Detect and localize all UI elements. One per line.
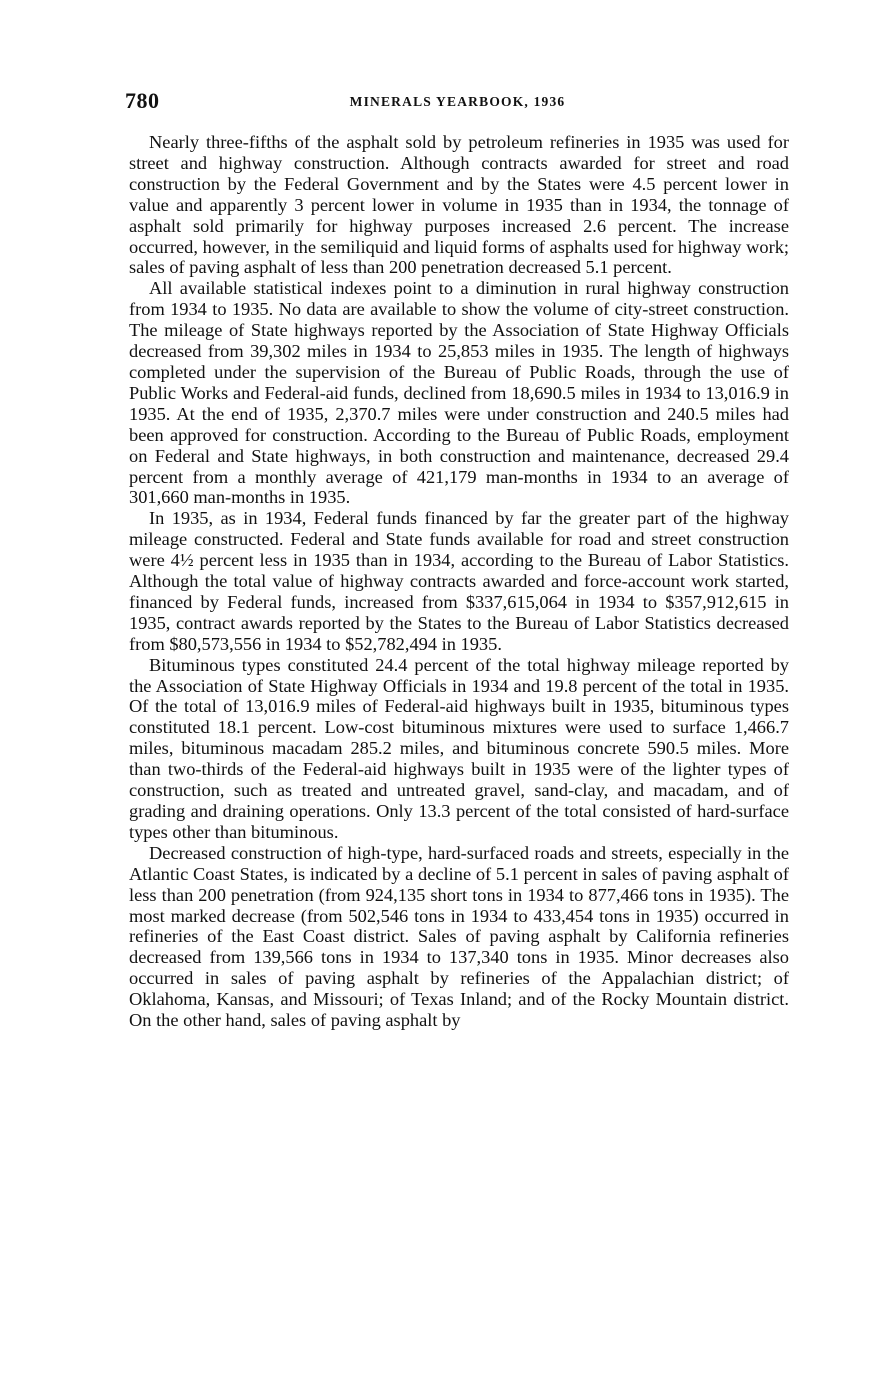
paragraph-asphalt-highway-use: Nearly three-fifths of the asphalt sold by petroleum refineries in 1935 was used for street and highway construction. Although contracts awarded for street and road construction by the Federal Government and by the States were 4.5 percent lower in value and apparently 3 percent lower in volume in 1935 than in 1934, the tonnage of asphalt sold primarily for highway purposes increased 2.6 percent. The increase occurred, however, in the semiliquid and liquid forms of asphalts used for highway work; sales of paving asphalt of less than 200 penetration decreased 5.1 percent. xyxy=(129,132,789,278)
running-head: MINERALS YEARBOOK, 1936 xyxy=(349,94,566,109)
paragraph-decreased-construction: Decreased construction of high-type, hard-surfaced roads and streets, especially in the Atlantic Coast States, is indicated by a decline of 5.1 percent in sales of paving asphalt of less than 200 penetration (from 924,135 short tons in 1934 to 877,466 tons in 1935). The most marked decrease (from 502,546 tons in 1934 to 433,454 tons in 1935) occurred in refineries of the East Coast district. Sales of paving asphalt by California refineries decreased from 139,566 tons in 1934 to 137,340 tons in 1935. Minor decreases also occurred in sales of paving asphalt by refineries of the Appalachian district; of Oklahoma, Kansas, and Missouri; of Texas Inland; and of the Rocky Mountain district. On the other hand, sales of paving asphalt by xyxy=(129,842,789,1031)
body-text xyxy=(129,132,789,1031)
paragraph-rural-highway-construction: All available statistical indexes point to a diminution in rural highway construction from 1934 to 1935. No data are available to show the volume of city-street construction. The mileage of State highways reported by the Association of State Highway Officials decreased from 39,302 miles in 1934 to 25,853 miles in 1935. The length of highways completed under the supervision of the Bureau of Public Roads, through the use of Public Works and Federal-aid funds, declined from 18,690.5 miles in 1934 to 13,016.9 in 1935. At the end of 1935, 2,370.7 miles were under construction and 240.5 miles had been approved for construction. According to the Bureau of Public Roads, employment on Federal and State highways, in both construction and maintenance, decreased 29.4 percent from a monthly average of 421,179 man-months in 1934 to an average of 301,660 man-months in 1935. xyxy=(129,278,789,508)
paragraph-federal-funds: In 1935, as in 1934, Federal funds financed by far the greater part of the highway mileage constructed. Federal and State funds available for road and street construction were 4½ percent less in 1935 than in 1934, according to the Bureau of Labor Statistics. Although the total value of highway contracts awarded and force-account work started, financed by Federal funds, increased from $337,615,064 in 1934 to $357,912,615 in 1935, contract awards reported by the States to the Bureau of Labor Statistics decreased from $80,573,556 in 1934 to $52,782,494 in 1935. xyxy=(129,508,789,654)
page-number: 780 xyxy=(125,88,160,113)
paragraph-bituminous-types: Bituminous types constituted 24.4 percent of the total highway mileage reported by the Association of State Highway Officials in 1934 and 19.8 percent of the total in 1935. Of the total of 13,016.9 miles of Federal-aid highways built in 1935, bituminous types constituted 18.1 percent. Low-cost bituminous mixtures were used to surface 1,466.7 miles, bituminous macadam 285.2 miles, and bituminous concrete 590.5 miles. More than two-thirds of the Federal-aid highways built in 1935 were of the lighter types of construction, such as treated and untreated gravel, sand-clay, and macadam, and of grading and draining operations. Only 13.3 percent of the total consisted of hard-surface types other than bituminous. xyxy=(129,654,789,842)
page-header xyxy=(125,88,790,118)
